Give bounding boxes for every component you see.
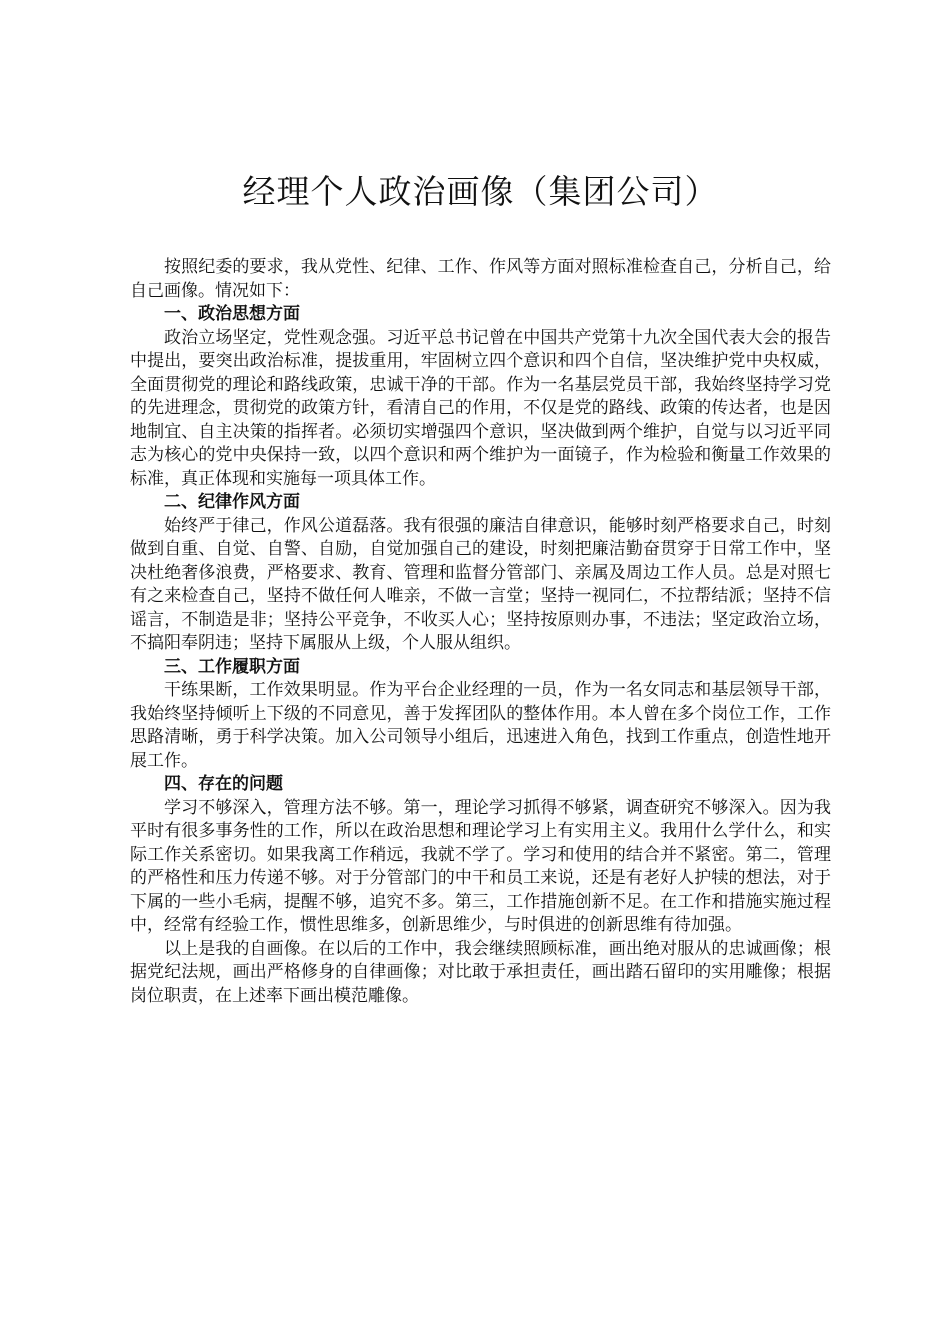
document-page [130, 168, 831, 1008]
document-title: 经理个人政治画像（集团公司） [242, 172, 719, 211]
section-body-discipline: 始终严于律己，作风公道磊落。我有很强的廉洁自律意识，能够时刻严格要求自己，时刻做到自重、自觉、自警、自励，自觉加强自己的建设，时刻把廉洁勤奋贯穿于日常工作中，坚决杜绝奢侈浪费，严格要求、教育、管理和监督分管部门、亲属及周边工作人员。总是对照七有之来检查自己，坚持不做任何人唯亲，不做一言堂；坚持一视同仁，不拉帮结派；坚持不信谣言，不制造是非；坚持公平竞争，不收买人心；坚持按原则办事，不违法；坚定政治立场，不搞阳奉阴违；坚持下属服从上级，个人服从组织。 [130, 515, 831, 653]
section-heading-political: 一、政治思想方面 [164, 304, 300, 324]
section-body-problems: 学习不够深入，管理方法不够。第一，理论学习抓得不够紧，调查研究不够深入。因为我平时有很多事务性的工作，所以在政治思想和理论学习上有实用主义。我用什么学什么，和实际工作关系密切。如果我离工作稍远，我就不学了。学习和使用的结合并不紧密。第二，管理的严格性和压力传递不够。对于分管部门的中干和员工来说，还是有老好人护犊的想法，对于下属的一些小毛病，提醒不够，追究不多。第三，工作措施创新不足。在工作和措施实施过程中，经常有经验工作，惯性思维多，创新思维少，与时俱进的创新思维有待加强。 [130, 797, 831, 935]
section-heading-problems: 四、存在的问题 [164, 774, 283, 794]
section-body-political: 政治立场坚定，党性观念强。习近平总书记曾在中国共产党第十九次全国代表大会的报告中提出，要突出政治标准，提拔重用，牢固树立四个意识和四个自信，坚决维护党中央权威，全面贯彻党的理论和路线政策，忠诚干净的干部。作为一名基层党员干部，我始终坚持学习党的先进理念，贯彻党的政策方针，看清自己的作用，不仅是党的路线、政策的传达者，也是因地制宜、自主决策的指挥者。必须切实增强四个意识，坚决做到两个维护，自觉与以习近平同志为核心的党中央保持一致，以四个意识和两个维护为一面镜子，作为检验和衡量工作效果的标准，真正体现和实施每一项具体工作。 [130, 327, 831, 489]
section-heading-performance: 三、工作履职方面 [164, 656, 300, 677]
intro-paragraph: 按照纪委的要求，我从党性、纪律、工作、作风等方面对照标准检查自己，分析自己，给自己画像。情况如下： [130, 257, 831, 301]
section-body-performance: 干练果断，工作效果明显。作为平台企业经理的一员，作为一名女同志和基层领导干部，我始终坚持倾听上下级的不同意见，善于发挥团队的整体作用。本人曾在多个岗位工作，工作思路清晰，勇于科学决策。加入公司领导小组后，迅速进入角色，找到工作重点，创造性地开展工作。 [130, 680, 831, 771]
section-heading-discipline: 二、纪律作风方面 [164, 492, 300, 512]
closing-paragraph: 以上是我的自画像。在以后的工作中，我会继续照顾标准，画出绝对服从的忠诚画像；根据党纪法规，画出严格修身的自律画像；对比敢于承担责任，画出踏石留印的实用雕像；根据岗位职责，在上述率下画出模范雕像。 [130, 938, 831, 1006]
